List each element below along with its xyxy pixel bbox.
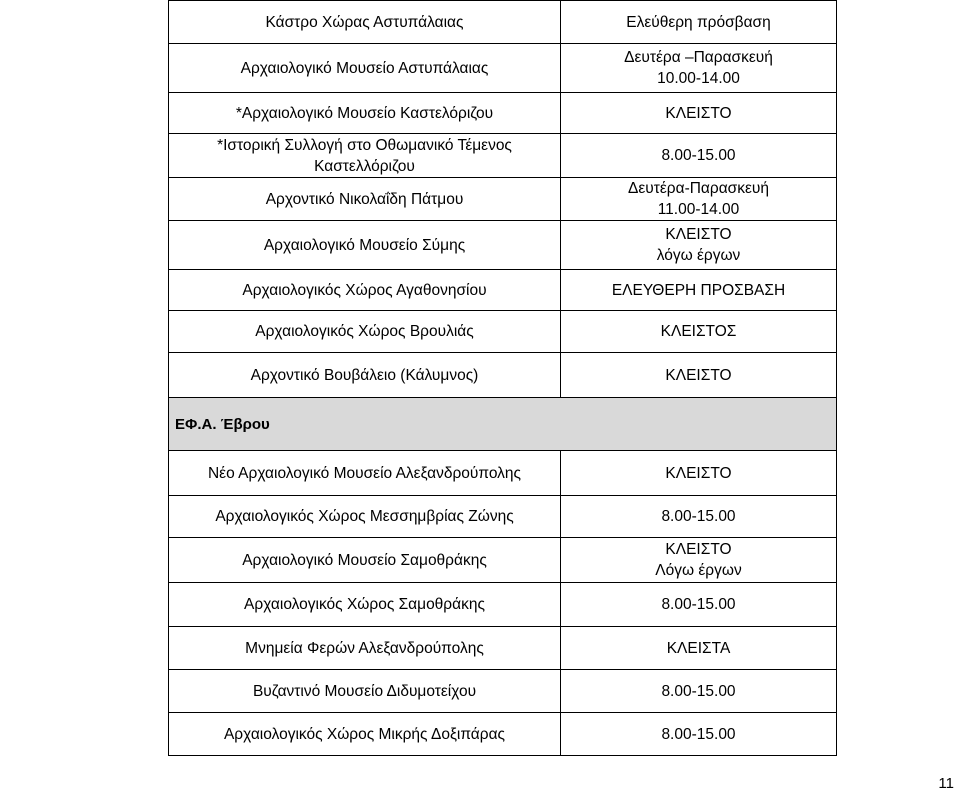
status-cell: ΚΛΕΙΣΤΟΣ (561, 311, 837, 353)
table-row (169, 496, 837, 538)
status-cell: ΚΛΕΙΣΤΟ (561, 93, 837, 134)
site-name-cell: *Αρχαιολογικό Μουσείο Καστελόριζου (169, 93, 561, 134)
section-header-row (169, 398, 837, 451)
site-name-cell: Νέο Αρχαιολογικό Μουσείο Αλεξανδρούπολης (169, 451, 561, 496)
site-name-cell: Αρχαιολογικός Χώρος Μικρής Δοξιπάρας (169, 713, 561, 756)
site-name-cell: Κάστρο Χώρας Αστυπάλαιας (169, 1, 561, 44)
site-name-cell: Βυζαντινό Μουσείο Διδυμοτείχου (169, 670, 561, 713)
table-row (169, 538, 837, 583)
status-cell: Δευτέρα –Παρασκευή 10.00-14.00 (561, 44, 837, 93)
status-cell: ΚΛΕΙΣΤΟ (561, 451, 837, 496)
table-row (169, 353, 837, 399)
table-row (169, 134, 837, 178)
table-row (169, 221, 837, 270)
status-cell: 8.00-15.00 (561, 583, 837, 627)
site-name-cell: Αρχαιολογικός Χώρος Βρουλιάς (169, 311, 561, 353)
status-cell: ΚΛΕΙΣΤΟ (561, 353, 837, 399)
status-cell: Δευτέρα-Παρασκευή 11.00-14.00 (561, 178, 837, 221)
table-row (169, 178, 837, 221)
site-name-cell: Αρχαιολογικός Χώρος Αγαθονησίου (169, 270, 561, 311)
status-cell: 8.00-15.00 (561, 670, 837, 713)
status-cell: 8.00-15.00 (561, 496, 837, 538)
table-row (169, 583, 837, 627)
table-row (169, 93, 837, 134)
site-name-cell: Αρχαιολογικό Μουσείο Σαμοθράκης (169, 538, 561, 583)
status-cell: ΕΛΕΥΘΕΡΗ ΠΡΟΣΒΑΣΗ (561, 270, 837, 311)
status-cell: ΚΛΕΙΣΤΟ λόγω έργων (561, 221, 837, 270)
status-cell: ΚΛΕΙΣΤΟ Λόγω έργων (561, 538, 837, 583)
table-row (169, 44, 837, 93)
section-header: ΕΦ.Α. Έβρου (169, 398, 837, 451)
opening-hours-table-top (168, 0, 837, 399)
status-cell: Ελεύθερη πρόσβαση (561, 1, 837, 44)
site-name-cell: Αρχοντικό Βουβάλειο (Κάλυμνος) (169, 353, 561, 399)
site-name-cell: Αρχαιολογικός Χώρος Σαμοθράκης (169, 583, 561, 627)
status-cell: 8.00-15.00 (561, 713, 837, 756)
table-row (169, 270, 837, 311)
opening-hours-table-evros (168, 397, 837, 756)
table-row (169, 627, 837, 670)
table-row (169, 713, 837, 756)
site-name-cell: Αρχαιολογικό Μουσείο Αστυπάλαιας (169, 44, 561, 93)
page-number: 11 (938, 775, 954, 792)
site-name-cell: Αρχαιολογικός Χώρος Μεσσημβρίας Ζώνης (169, 496, 561, 538)
status-cell: 8.00-15.00 (561, 134, 837, 178)
table-row (169, 1, 837, 44)
site-name-cell: Αρχοντικό Νικολαΐδη Πάτμου (169, 178, 561, 221)
table-row (169, 311, 837, 353)
table-row (169, 451, 837, 496)
site-name-cell: *Ιστορική Συλλογή στο Οθωμανικό Τέμενος Καστελλόριζου (169, 134, 561, 178)
site-name-cell: Αρχαιολογικό Μουσείο Σύμης (169, 221, 561, 270)
status-cell: ΚΛΕΙΣΤΑ (561, 627, 837, 670)
table-row (169, 670, 837, 713)
site-name-cell: Μνημεία Φερών Αλεξανδρούπολης (169, 627, 561, 670)
